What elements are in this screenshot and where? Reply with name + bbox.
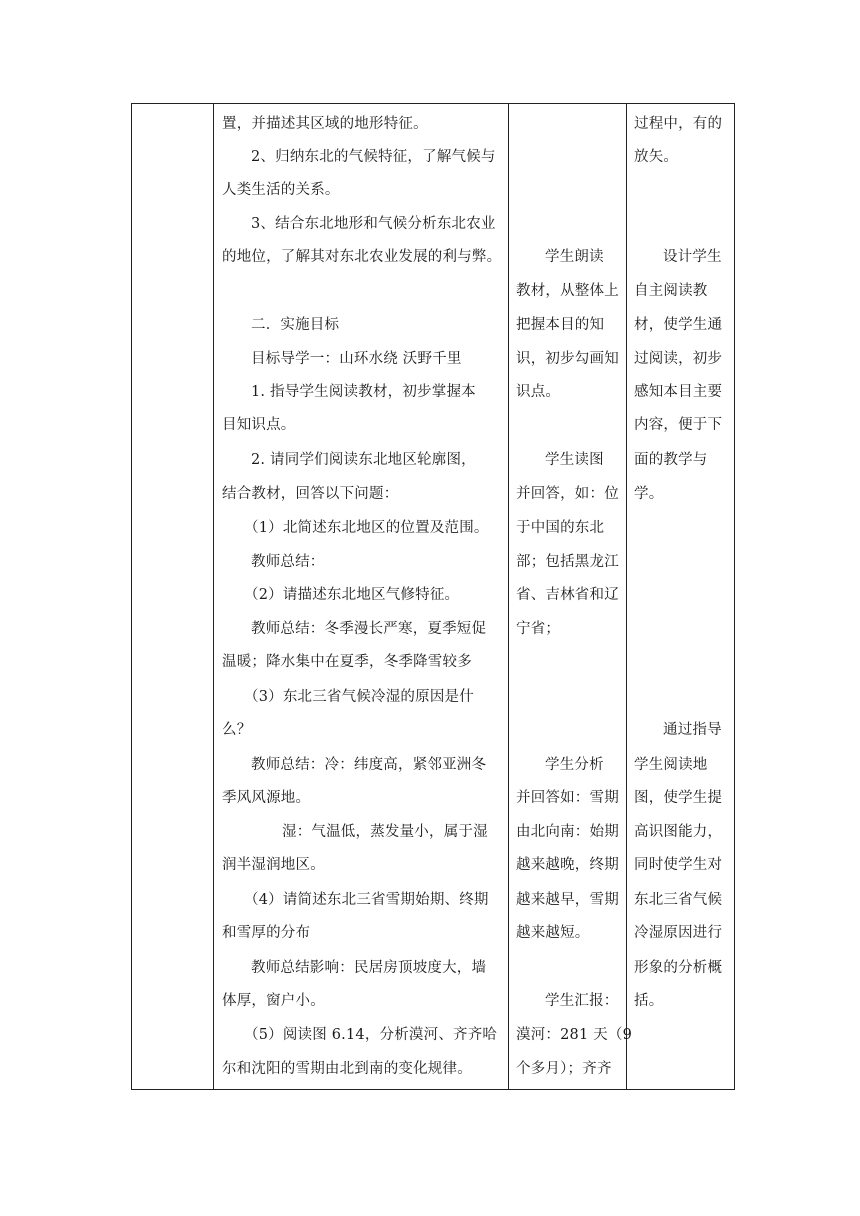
text-line: 学生分析: [545, 757, 604, 773]
teacher-activity-column: [132, 104, 508, 1089]
text-line: 教师总结影响：民居房顶坡度大，墙: [251, 960, 487, 976]
text-line: 同时使学生对: [634, 857, 723, 873]
text-line: 体厚，窗户小。: [222, 993, 325, 1009]
text-line: 学生阅读地: [634, 757, 708, 773]
text-line: 图，使学生提: [634, 790, 723, 806]
text-line: 识点。: [516, 384, 561, 400]
text-line: 教师总结：冷：纬度高，紧邻亚洲冬: [251, 757, 487, 773]
text-line: 教师总结：: [251, 554, 325, 570]
text-line: 教材，从整体上: [516, 283, 619, 299]
text-line: 润半湿润地区。: [222, 857, 325, 873]
text-line: 面的教学与: [634, 452, 708, 468]
text-line: （5）阅读图 6.14，分析漠河、齐齐哈: [244, 1027, 498, 1043]
text-line: 材，使学生通: [634, 317, 723, 333]
text-line: （4）请简述东北三省雪期始期、终期: [244, 892, 489, 908]
text-line: 放矢。: [634, 149, 679, 165]
text-line: （3）东北三省气候冷湿的原因是什: [244, 689, 474, 705]
text-line: 温暖；降水集中在夏季，冬季降雪较多: [222, 654, 472, 670]
text-line: 内容，便于下: [634, 417, 723, 433]
text-line: 学生朗读: [545, 249, 604, 265]
text-line: 越来越晚，终期: [516, 857, 619, 873]
text-line: 过程中，有的: [634, 116, 723, 132]
text-line: 教师总结：冬季漫长严寒，夏季短促: [251, 621, 487, 637]
text-line: 和雪厚的分布: [222, 925, 311, 941]
text-line: 越来越短。: [516, 925, 590, 941]
text-line: 2. 请同学们阅读东北地区轮廓图，: [251, 452, 476, 468]
text-line: 季风风源地。: [222, 790, 311, 806]
text-line: 学生读图: [545, 452, 604, 468]
text-line: 省、吉林省和辽: [516, 587, 619, 603]
text-line: 的地位，了解其对东北农业发展的利与弊。: [222, 249, 502, 265]
text-line: 2、归纳东北的气候特征，了解气候与: [251, 149, 496, 165]
text-line: 括。: [634, 993, 664, 1009]
text-line: 部；包括黑龙江: [516, 554, 619, 570]
text-line: 通过指导: [663, 722, 722, 738]
text-line: 宁省；: [516, 621, 561, 637]
design-intent-column: [626, 104, 736, 1089]
text-line: 形象的分析概: [634, 960, 723, 976]
text-line: 1. 指导学生阅读教材，初步掌握本: [251, 384, 476, 400]
text-line: 结合教材，回答以下问题：: [222, 486, 399, 502]
text-line: 人类生活的关系。: [222, 182, 340, 198]
text-line: 学。: [634, 486, 664, 502]
text-line: （1）北简述东北地区的位置及范围。: [244, 520, 489, 536]
text-line: 学生汇报：: [545, 993, 619, 1009]
text-line: 个多月）；齐齐: [516, 1061, 612, 1077]
text-line: 二．实施目标: [251, 317, 340, 333]
lesson-plan-table: [131, 103, 735, 1090]
text-line: 过阅读，初步: [634, 351, 723, 367]
text-line: 由北向南：始期: [516, 824, 619, 840]
text-line: 尔和沈阳的雪期由北到南的变化规律。: [222, 1061, 472, 1077]
text-line: 越来越早，雪期: [516, 892, 619, 908]
text-line: 置，并描述其区域的地形特征。: [222, 116, 428, 132]
text-line: 冷湿原因进行: [634, 925, 723, 941]
text-line: 并回答，如：位: [516, 486, 619, 502]
text-line: 高识图能力，: [634, 824, 723, 840]
student-activity-column: [508, 104, 633, 1089]
text-line: 东北三省气候: [634, 892, 723, 908]
text-line: 目标导学一：山环水绕 沃野千里: [251, 351, 462, 367]
text-line: 目知识点。: [222, 417, 296, 433]
text-line: 设计学生: [663, 249, 722, 265]
text-line: 3、结合东北地形和气候分析东北农业: [251, 216, 496, 232]
text-line: （2）请描述东北地区气修特征。: [244, 587, 460, 603]
text-line: 并回答如：雪期: [516, 790, 619, 806]
text-line: 漠河：281 天（9: [516, 1027, 633, 1043]
text-line: 把握本目的知: [516, 317, 605, 333]
text-line: 识，初步勾画知: [516, 351, 619, 367]
text-line: 自主阅读教: [634, 283, 708, 299]
text-line: 么？: [222, 722, 252, 738]
text-line: 感知本目主要: [634, 384, 723, 400]
text-line: 于中国的东北: [516, 520, 605, 536]
text-line: 湿：气温低，蒸发量小，属于湿: [282, 824, 488, 840]
